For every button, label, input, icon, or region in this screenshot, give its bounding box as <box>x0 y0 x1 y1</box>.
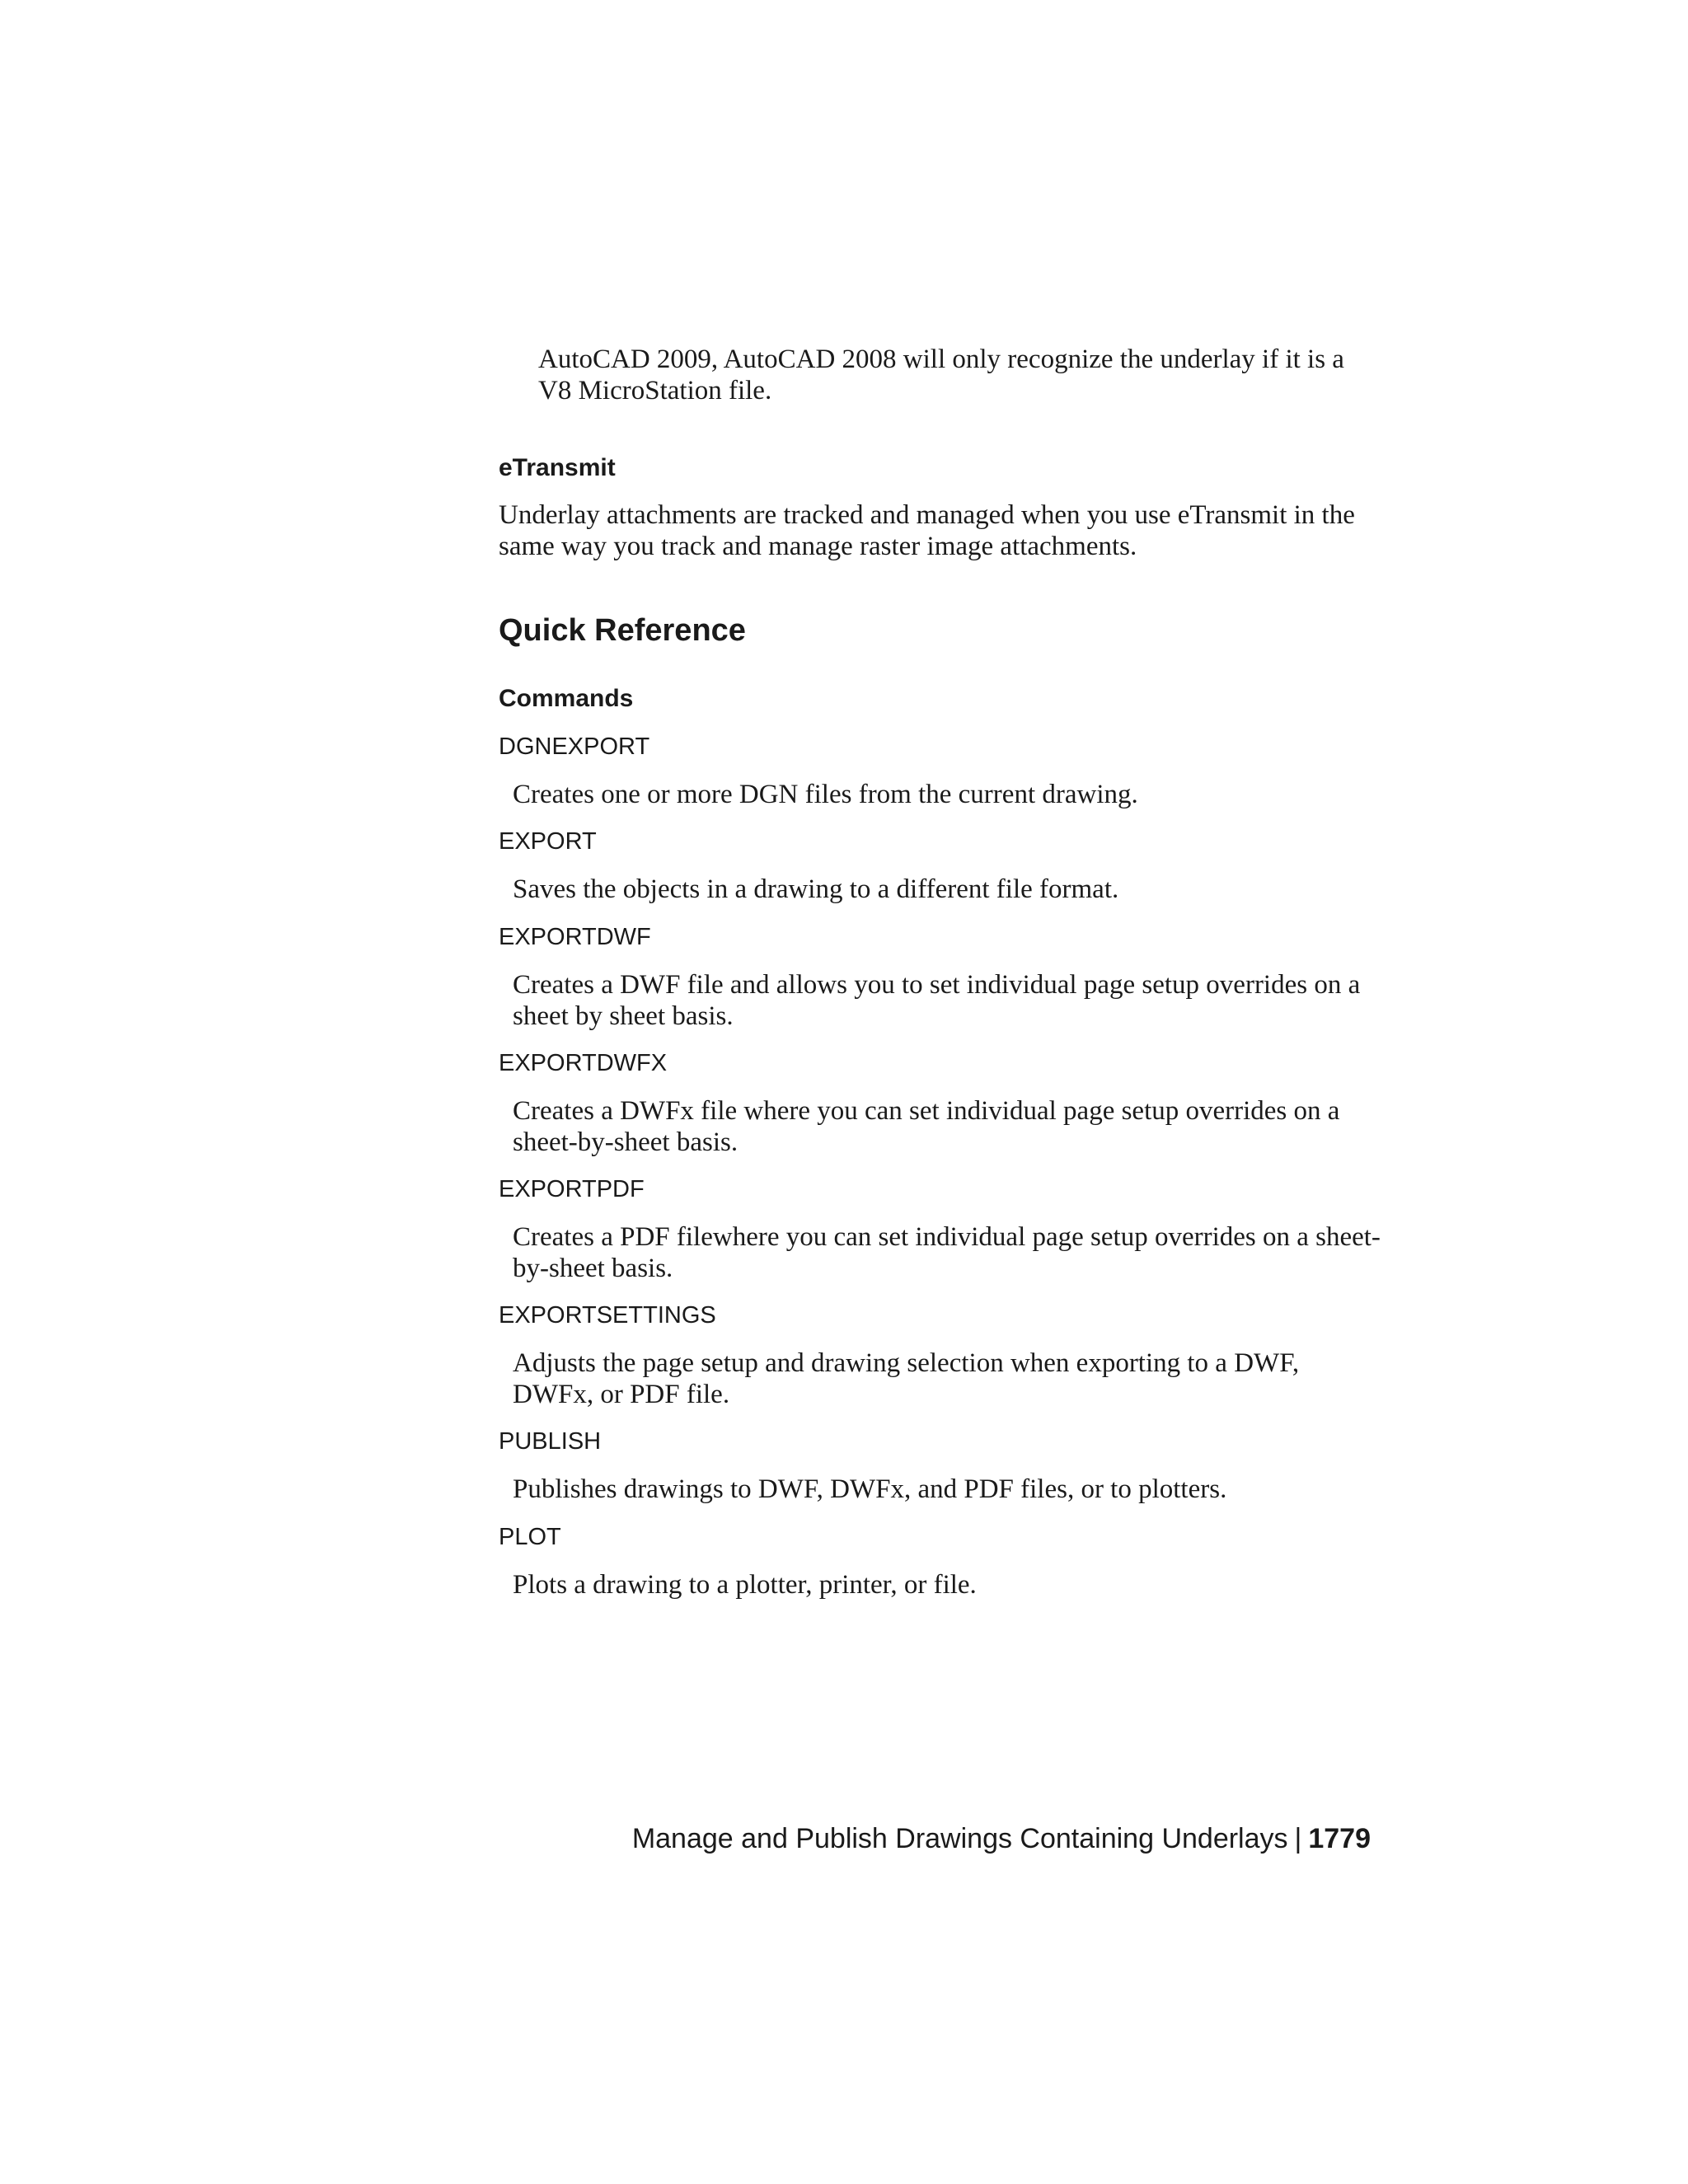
page-number: 1779 <box>1308 1823 1371 1854</box>
command-name-exportsettings: EXPORTSETTINGS <box>499 1302 716 1329</box>
command-desc-exportpdf: Creates a PDF filewhere you can set individual page setup overrides on a sheet-by-sheet basis. <box>513 1222 1381 1283</box>
commands-heading: Commands <box>499 685 634 712</box>
footer-separator: | <box>1294 1823 1302 1854</box>
command-desc-plot: Plots a drawing to a plotter, printer, or file. <box>513 1570 977 1600</box>
footer-title: Manage and Publish Drawings Containing Underlays <box>631 1823 1288 1854</box>
command-name-exportdwfx: EXPORTDWFX <box>499 1050 668 1076</box>
command-name-dgnexport: DGNEXPORT <box>499 733 650 760</box>
command-desc-exportdwf: Creates a DWF file and allows you to set individual page setup overrides on a sheet by sheet basis. <box>513 970 1361 1031</box>
command-name-publish: PUBLISH <box>499 1428 602 1455</box>
command-name-exportpdf: EXPORTPDF <box>499 1176 645 1202</box>
intro-note: AutoCAD 2009, AutoCAD 2008 will only recognize the underlay if it is a V8 MicroStation file. <box>538 344 1344 405</box>
command-desc-exportsettings: Adjusts the page setup and drawing selection when exporting to a DWF, DWFx, or PDF file. <box>513 1348 1300 1409</box>
etransmit-body: Underlay attachments are tracked and managed when you use eTransmit in the same way you track and manage raster image attachments. <box>499 500 1355 561</box>
command-desc-dgnexport: Creates one or more DGN files from the current drawing. <box>513 780 1138 809</box>
command-name-plot: PLOT <box>499 1524 561 1550</box>
command-desc-publish: Publishes drawings to DWF, DWFx, and PDF files, or to plotters. <box>513 1474 1227 1504</box>
page-footer <box>632 1822 1371 1855</box>
quick-reference-heading: Quick Reference <box>499 613 746 648</box>
command-name-export: EXPORT <box>499 828 597 855</box>
etransmit-heading: eTransmit <box>499 454 616 481</box>
command-name-exportdwf: EXPORTDWF <box>499 924 651 950</box>
command-desc-exportdwfx: Creates a DWFx file where you can set individual page setup overrides on a sheet-by-sheet basis. <box>513 1096 1340 1157</box>
command-desc-export: Saves the objects in a drawing to a different file format. <box>513 874 1119 904</box>
